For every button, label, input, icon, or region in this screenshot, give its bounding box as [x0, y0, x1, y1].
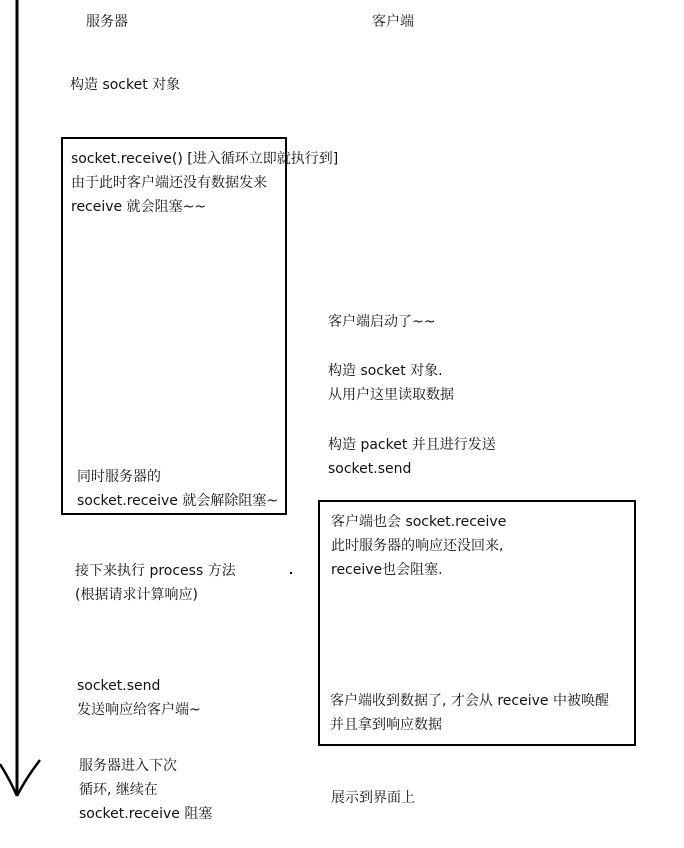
- client-receive-line-3: receive也会阻塞.: [331, 562, 443, 578]
- server-receive-line-3: receive 就会阻塞~~: [71, 199, 207, 215]
- client-receive-line-2: 此时服务器的响应还没回来,: [331, 538, 504, 554]
- server-receive-line-1: socket.receive() [进入循环立即就执行到]: [71, 151, 339, 167]
- server-receive-line-2: 由于此时客户端还没有数据发来: [71, 175, 267, 191]
- server-unblock-line-1: 同时服务器的: [77, 469, 161, 485]
- server-unblock-line-2: socket.receive 就会解除阻塞~: [77, 493, 279, 509]
- client-create-socket-line-1: 构造 socket 对象.: [328, 363, 443, 379]
- server-create-socket-text: 构造 socket 对象: [70, 77, 181, 93]
- server-column-header: 服务器: [86, 14, 128, 30]
- server-send-line-1: socket.send: [77, 678, 161, 694]
- server-send-line-2: 发送响应给客户端~: [77, 702, 201, 718]
- client-wake-line-1: 客户端收到数据了, 才会从 receive 中被唤醒: [330, 693, 609, 709]
- client-column-header: 客户端: [372, 14, 414, 30]
- client-send-line-1: 构造 packet 并且进行发送: [328, 437, 496, 453]
- client-receive-line-1: 客户端也会 socket.receive: [331, 514, 507, 530]
- client-started-text: 客户端启动了~~: [328, 314, 436, 330]
- client-send-line-2: socket.send: [328, 461, 412, 477]
- server-next-loop-line-3: socket.receive 阻塞: [79, 806, 213, 822]
- client-create-socket-line-2: 从用户这里读取数据: [328, 387, 454, 403]
- stray-dot: [290, 572, 292, 574]
- server-process-line-2: (根据请求计算响应): [75, 587, 198, 603]
- server-process-line-1: 接下来执行 process 方法: [75, 563, 236, 579]
- client-wake-line-2: 并且拿到响应数据: [330, 717, 442, 733]
- server-next-loop-line-2: 循环, 继续在: [79, 782, 158, 798]
- server-next-loop-line-1: 服务器进入下次: [79, 758, 177, 774]
- client-display-text: 展示到界面上: [331, 790, 415, 806]
